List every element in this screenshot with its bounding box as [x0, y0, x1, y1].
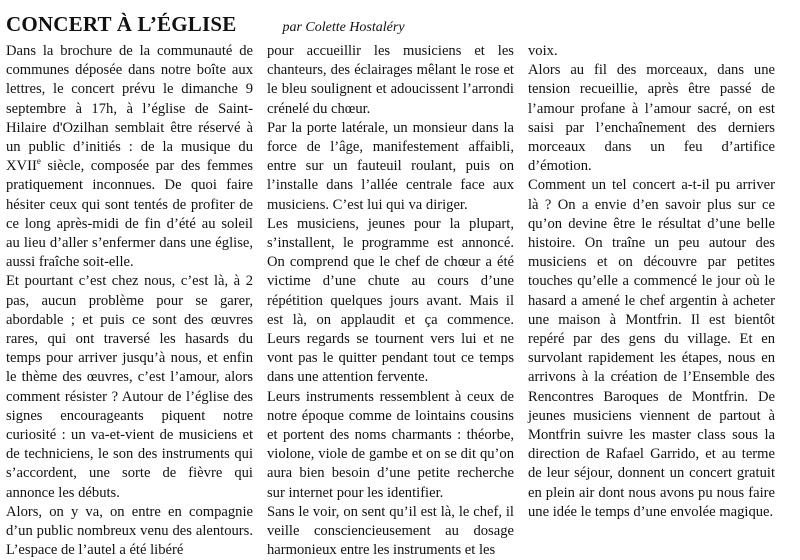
article-header	[6, 12, 790, 42]
paragraph: Alors, on y va, on entre en compagnie d’un public nombreux venu des alentours. L’espace de l’autel a été libéré	[6, 503, 253, 559]
column-1	[6, 42, 253, 560]
paragraph: voix.	[528, 43, 558, 59]
paragraph: pour accueillir les musiciens et les chanteurs, des éclairages mêlant le rose et le bleu soulignent et adoucissent l’arrondi crénelé du chœur.	[267, 43, 514, 117]
paragraph: Sans le voir, on sent qu’il est là, le chef, il veille consciencieusement au dosage harmonieux entre les instruments et les	[267, 503, 514, 559]
paragraph: Et pourtant c’est chez nous, c’est là, à 2 pas, aucun problème pour se garer, abordable ; et puis ce sont des œuvres rares, qui ont traversé les hasards du temps pour arriver jusqu’à nous, et enfin le thème des œuvres, c’est l’amour, alors comment résister ? Autour de l’église des signes encourageants piquent notre curiosité : un va-et-vient de musiciens et de techniciens, le son des instruments qui s’accordent, une sorte de fièvre qui annonce les débuts.	[6, 273, 253, 501]
article-columns	[6, 42, 790, 560]
column-3	[528, 42, 775, 560]
paragraph: Par la porte latérale, un monsieur dans la force de l’âge, manifestement affaibli, entre sur un fauteuil roulant, puis on l’installe dans l’allée centrale face aux musiciens. C’est lui qui va diriger.	[267, 119, 514, 213]
column-2	[267, 42, 514, 560]
paragraph-text: siècle, composée par des femmes pratiquement inconnues. De quoi faire hésiter ceux qui sont tentés de profiter de ce long après-midi de fin d’été au soleil au lieu d’aller s’enfermer dans une église, aussi fraîche soit-elle.	[6, 158, 253, 271]
paragraph: Les musiciens, jeunes pour la plupart, s’installent, le programme est annoncé. On comprend que le chef de chœur a été victime d’une chute au cours d’une répétition quelques jours avant. Mais il est là, on applaudit et ça commence. Leurs regards se tournent vers lui et ne vont pas le quitter pendant tout ce temps dans une attention fervente.	[267, 215, 514, 386]
article-byline: par Colette Hostaléry	[282, 20, 405, 35]
superscript: e	[36, 156, 41, 167]
paragraph: Leurs instruments ressemblent à ceux de notre époque comme de lointains cousins et portent des noms charmants : théorbe, violone, viole de gambe et on se dit qu’on aura bien besoin d’une petite recherche sur internet pour les identifier.	[267, 388, 514, 501]
article-title: CONCERT À L’ÉGLISE	[6, 12, 237, 36]
paragraph-text: Dans la brochure de la communauté de communes déposée dans notre boîte aux lettres, le concert prévu le dimanche 9 septembre à 17h, à l’église de Saint-Hilaire d'Ozilhan semblait être réservé à un public d’initiés : de la musique du XVII	[6, 43, 253, 175]
paragraph	[6, 42, 253, 272]
paragraph: Comment un tel concert a-t-il pu arriver là ? On a envie d’en savoir plus sur ce qu’on devine être le résultat d’une belle histoire. On traîne un peu autour des musiciens et on découvre par petites touches qu’elle a commencé le jour où le hasard a amené le chef argentin à acheter une maison à Montfrin. Il est bientôt repéré par des gens du village. Et en survolant rapidement les étapes, nous en arrivons à la création de l’Ensemble des Rencontres Baroques de Montfrin. De jeunes musiciens viennent de partout à Montfrin suivre les master class sous la direction de Rafael Garrido, et au terme de leur séjour, donnent un concert gratuit en plein air dont nous avons pu nous faire une idée le temps d’une envolée magique.	[528, 177, 775, 520]
paragraph: Alors au fil des morceaux, dans une tension recueillie, après être passé de l’amour profane à l’amour sacré, on est saisi par l’enchaînement des derniers morceaux dans un feu d’artifice d’émotion.	[528, 62, 775, 175]
